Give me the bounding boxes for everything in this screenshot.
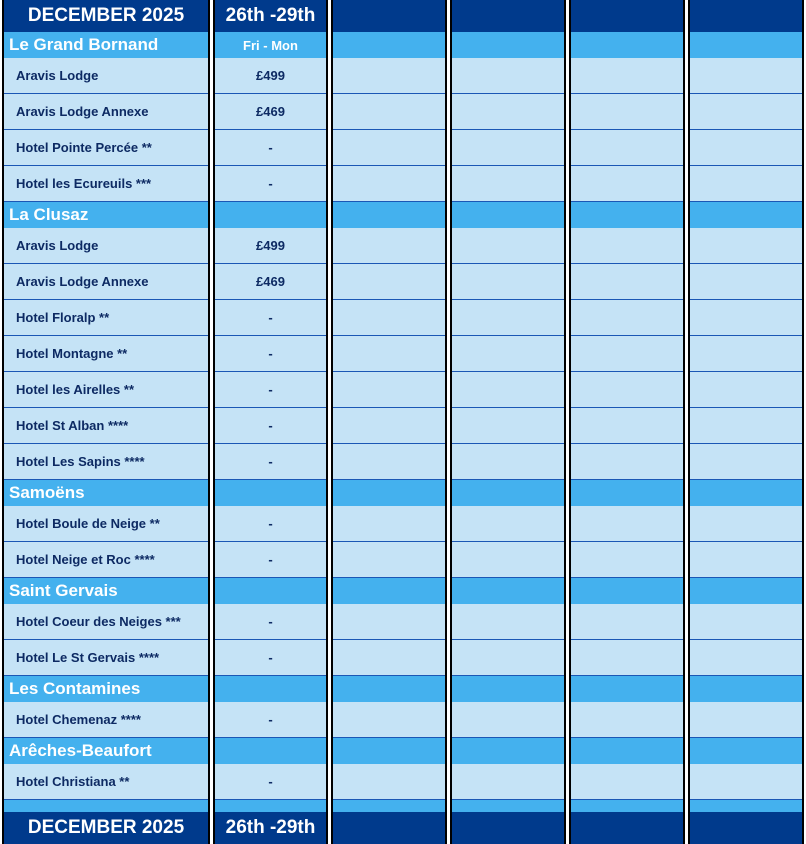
empty-section-cell (452, 480, 564, 506)
empty-cell (690, 408, 802, 444)
hotel-price: £499 (215, 228, 326, 264)
hotel-name: Hotel Boule de Neige ** (4, 506, 208, 542)
hotel-price: - (215, 542, 326, 578)
divider-strip (452, 800, 564, 812)
empty-cell (690, 640, 802, 676)
empty-footer-cell (690, 812, 802, 844)
empty-cell (333, 408, 445, 444)
empty-column-4 (688, 0, 804, 844)
hotel-name: Hotel St Alban **** (4, 408, 208, 444)
hotel-price: £469 (215, 264, 326, 300)
empty-section-cell (452, 578, 564, 604)
resort-section-header: La Clusaz (4, 202, 208, 228)
empty-section-cell (333, 32, 445, 58)
empty-cell (690, 228, 802, 264)
empty-cell (452, 264, 564, 300)
empty-cell (333, 130, 445, 166)
empty-section-cell (571, 738, 683, 764)
section-price-cell (215, 578, 326, 604)
empty-cell (333, 300, 445, 336)
empty-cell (571, 444, 683, 480)
empty-cell (452, 764, 564, 800)
resort-section-header: Saint Gervais (4, 578, 208, 604)
empty-section-cell (452, 32, 564, 58)
empty-footer-cell (571, 812, 683, 844)
empty-cell (571, 604, 683, 640)
divider-strip (333, 800, 445, 812)
hotel-name: Aravis Lodge (4, 228, 208, 264)
empty-section-cell (571, 32, 683, 58)
empty-cell (690, 542, 802, 578)
divider-strip (215, 800, 326, 812)
empty-cell (690, 264, 802, 300)
hotel-name: Hotel Les Sapins **** (4, 444, 208, 480)
empty-cell (690, 166, 802, 202)
empty-cell (690, 58, 802, 94)
empty-cell (452, 640, 564, 676)
empty-section-cell (333, 202, 445, 228)
hotel-price: - (215, 604, 326, 640)
empty-footer-cell (452, 812, 564, 844)
empty-section-cell (690, 202, 802, 228)
empty-cell (452, 444, 564, 480)
empty-cell (452, 58, 564, 94)
hotel-name: Hotel Pointe Percée ** (4, 130, 208, 166)
resort-section-header: Arêches-Beaufort (4, 738, 208, 764)
hotel-name: Aravis Lodge Annexe (4, 264, 208, 300)
empty-cell (452, 166, 564, 202)
empty-cell (333, 542, 445, 578)
empty-cell (452, 336, 564, 372)
empty-section-cell (333, 480, 445, 506)
section-price-cell (215, 676, 326, 702)
empty-section-cell (333, 738, 445, 764)
hotel-name: Hotel Montagne ** (4, 336, 208, 372)
empty-header-cell (333, 0, 445, 32)
empty-cell (690, 336, 802, 372)
empty-section-cell (690, 738, 802, 764)
empty-cell (452, 542, 564, 578)
empty-cell (690, 444, 802, 480)
hotel-name: Hotel les Airelles ** (4, 372, 208, 408)
empty-column-2 (450, 0, 566, 844)
empty-cell (571, 506, 683, 542)
section-price-cell: Fri - Mon (215, 32, 326, 58)
empty-section-cell (452, 202, 564, 228)
empty-header-cell (690, 0, 802, 32)
empty-cell (571, 130, 683, 166)
empty-cell (333, 764, 445, 800)
divider-strip (4, 800, 208, 812)
hotel-name: Hotel Neige et Roc **** (4, 542, 208, 578)
hotel-name: Aravis Lodge Annexe (4, 94, 208, 130)
hotel-column (2, 0, 210, 844)
hotel-name: Hotel Floralp ** (4, 300, 208, 336)
resort-section-header: Les Contamines (4, 676, 208, 702)
month-footer: DECEMBER 2025 (4, 812, 208, 844)
date-range-footer: 26th -29th (215, 812, 326, 844)
hotel-name: Hotel Le St Gervais **** (4, 640, 208, 676)
empty-cell (571, 166, 683, 202)
hotel-price: - (215, 640, 326, 676)
empty-cell (690, 702, 802, 738)
empty-cell (333, 94, 445, 130)
empty-cell (452, 94, 564, 130)
hotel-price: - (215, 372, 326, 408)
empty-cell (333, 228, 445, 264)
hotel-price: £469 (215, 94, 326, 130)
month-header: DECEMBER 2025 (4, 0, 208, 32)
section-price-cell (215, 202, 326, 228)
empty-footer-cell (333, 812, 445, 844)
empty-cell (571, 702, 683, 738)
empty-cell (690, 372, 802, 408)
empty-cell (333, 166, 445, 202)
empty-cell (452, 300, 564, 336)
empty-cell (571, 542, 683, 578)
hotel-price: - (215, 166, 326, 202)
divider-strip (571, 800, 683, 812)
empty-column-1 (331, 0, 447, 844)
empty-section-cell (571, 578, 683, 604)
empty-cell (333, 506, 445, 542)
empty-cell (571, 94, 683, 130)
empty-section-cell (571, 202, 683, 228)
empty-cell (333, 702, 445, 738)
empty-cell (571, 372, 683, 408)
empty-section-cell (690, 578, 802, 604)
empty-cell (690, 300, 802, 336)
empty-cell (571, 336, 683, 372)
empty-cell (333, 372, 445, 408)
hotel-price: - (215, 336, 326, 372)
empty-cell (690, 764, 802, 800)
empty-cell (452, 372, 564, 408)
hotel-price: - (215, 444, 326, 480)
hotel-price: - (215, 702, 326, 738)
empty-column-3 (569, 0, 685, 844)
empty-cell (333, 336, 445, 372)
empty-cell (690, 130, 802, 166)
empty-cell (452, 228, 564, 264)
empty-cell (452, 702, 564, 738)
empty-section-cell (452, 738, 564, 764)
empty-cell (452, 604, 564, 640)
hotel-name: Hotel les Ecureuils *** (4, 166, 208, 202)
empty-section-cell (333, 676, 445, 702)
empty-section-cell (690, 480, 802, 506)
empty-header-cell (571, 0, 683, 32)
empty-section-cell (452, 676, 564, 702)
section-price-cell (215, 738, 326, 764)
empty-cell (333, 444, 445, 480)
hotel-price: - (215, 506, 326, 542)
hotel-price: - (215, 130, 326, 166)
hotel-price: - (215, 300, 326, 336)
price-column (213, 0, 328, 844)
empty-cell (571, 58, 683, 94)
empty-cell (333, 604, 445, 640)
hotel-price: - (215, 408, 326, 444)
resort-section-header: Le Grand Bornand (4, 32, 208, 58)
hotel-name: Hotel Chemenaz **** (4, 702, 208, 738)
hotel-price: £499 (215, 58, 326, 94)
hotel-name: Hotel Coeur des Neiges *** (4, 604, 208, 640)
divider-strip (690, 800, 802, 812)
hotel-price: - (215, 764, 326, 800)
empty-cell (571, 640, 683, 676)
empty-section-cell (571, 676, 683, 702)
empty-header-cell (452, 0, 564, 32)
empty-section-cell (333, 578, 445, 604)
date-range-header: 26th -29th (215, 0, 326, 32)
section-price-cell (215, 480, 326, 506)
empty-cell (690, 94, 802, 130)
empty-cell (571, 408, 683, 444)
empty-cell (333, 58, 445, 94)
empty-section-cell (571, 480, 683, 506)
empty-cell (571, 764, 683, 800)
empty-cell (571, 228, 683, 264)
empty-cell (571, 300, 683, 336)
empty-cell (571, 264, 683, 300)
empty-section-cell (690, 676, 802, 702)
hotel-name: Aravis Lodge (4, 58, 208, 94)
empty-section-cell (690, 32, 802, 58)
hotel-name: Hotel Christiana ** (4, 764, 208, 800)
empty-cell (452, 408, 564, 444)
empty-cell (333, 264, 445, 300)
resort-section-header: Samoëns (4, 480, 208, 506)
empty-cell (690, 604, 802, 640)
empty-cell (333, 640, 445, 676)
empty-cell (452, 506, 564, 542)
empty-cell (452, 130, 564, 166)
empty-cell (690, 506, 802, 542)
